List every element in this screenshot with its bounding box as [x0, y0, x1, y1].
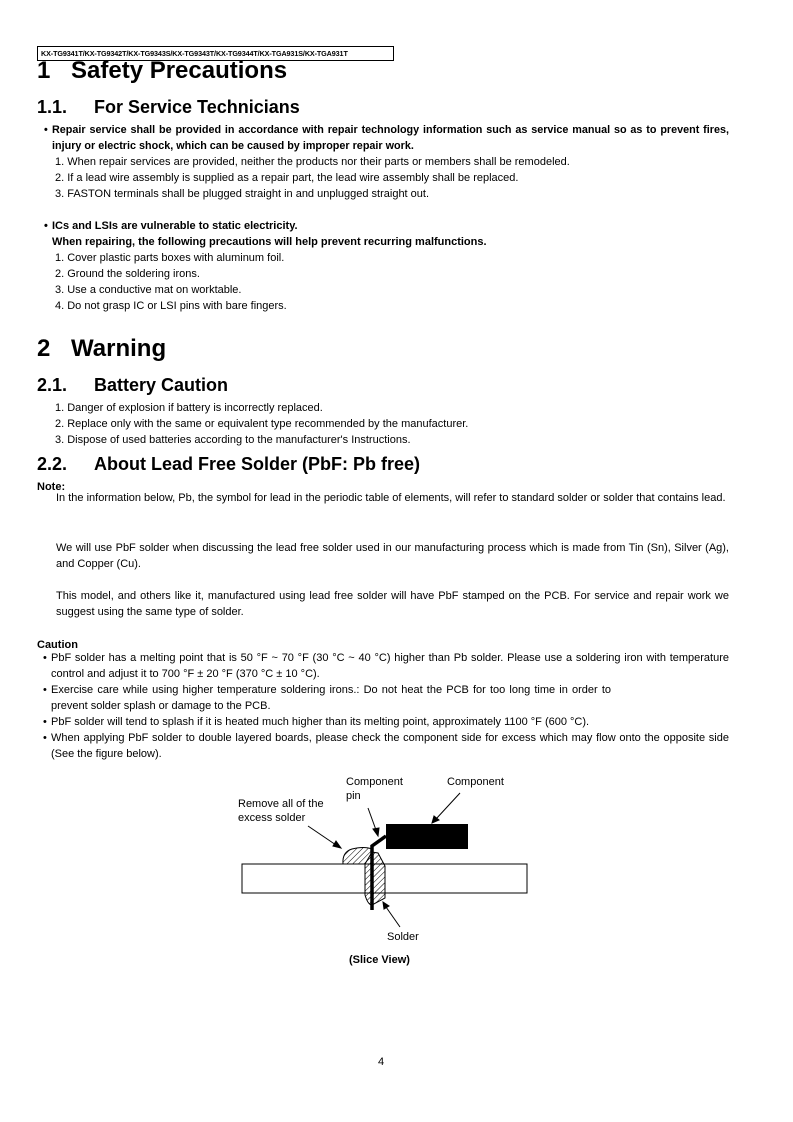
section-number: 2 — [37, 335, 51, 362]
list-item: 3. FASTON terminals shall be plugged straight in and unplugged straight out. — [55, 188, 430, 200]
note-paragraph: This model, and others like it, manufactured using lead free solder will have PbF stamped on the PCB. For service and repair work we suggest using the same type of solder. — [56, 590, 729, 618]
section-title: For Service Technicians — [94, 97, 300, 117]
section-title: About Lead Free Solder (PbF: Pb free) — [94, 454, 421, 474]
caution-text: Exercise care while using higher temperature soldering irons.: Do not heat the PCB for too long time in order to prevent solder splash or damage to the PCB. — [51, 684, 611, 712]
model-header: KX-TG9341T/KX-TG9342T/KX-TG9343S/KX-TG9343T/KX-TG9344T/KX-TGA931S/KX-TGA931T — [37, 46, 394, 61]
label-remove-excess-2: excess solder — [238, 812, 306, 824]
label-component-pin: Component — [346, 776, 403, 788]
bullet-text: Repair service shall be provided in accordance with repair technology information such as service manual so as to prevent fires, injury or electric shock, which can be caused by improper repair work. — [52, 124, 729, 152]
note-label: Note: — [37, 481, 66, 493]
caution-label: Caution — [37, 639, 78, 651]
bullet-glyph: • — [43, 732, 47, 744]
callout-arrows — [308, 793, 460, 927]
caution-text: PbF solder has a melting point that is 50 °F ~ 70 °F (30 °C ~ 40 °C) higher than Pb solder. Please use a soldering iron with temperature control and adjust it to 700 °F ± 20 °F (370 °C ± 10 °C). — [51, 652, 729, 680]
component-body — [386, 824, 468, 849]
caution-text: PbF solder will tend to splash if it is heated much higher than its melting point, approximately 1100 °F (600 °C). — [51, 716, 590, 728]
excess-solder-blob — [343, 848, 372, 865]
bullet-glyph: • — [43, 716, 47, 728]
list-item: 4. Do not grasp IC or LSI pins with bare fingers. — [55, 300, 287, 312]
label-component-pin-2: pin — [346, 790, 361, 802]
figure-caption: (Slice View) — [349, 954, 410, 966]
section-number: 1 — [37, 57, 51, 84]
list-item: 3. Dispose of used batteries according to the manufacturer's Instructions. — [55, 434, 411, 446]
bullet-glyph: • — [44, 220, 48, 232]
section-title: Safety Precautions — [71, 57, 288, 84]
section-title: Warning — [71, 335, 167, 362]
bullet-glyph: • — [43, 684, 47, 696]
list-item: 2. Ground the soldering irons. — [55, 268, 200, 280]
section-number: 2.1. — [37, 375, 68, 395]
list-item: 1. When repair services are provided, neither the products nor their parts or members shall be remodeled. — [55, 156, 570, 168]
label-remove-excess: Remove all of the — [238, 798, 324, 810]
page-number: 4 — [378, 1056, 385, 1068]
bullet-glyph: • — [44, 124, 48, 136]
list-item: 1. Danger of explosion if battery is incorrectly replaced. — [55, 402, 323, 414]
list-item: 1. Cover plastic parts boxes with aluminum foil. — [55, 252, 285, 264]
note-paragraph: We will use PbF solder when discussing the lead free solder used in our manufacturing process which is made from Tin (Sn), Silver (Ag), and Copper (Cu). — [56, 542, 729, 570]
list-item: 2. Replace only with the same or equivalent type recommended by the manufacturer. — [55, 418, 469, 430]
label-solder: Solder — [387, 931, 419, 943]
bullet-text: ICs and LSIs are vulnerable to static electricity. — [52, 220, 298, 232]
section-number: 1.1. — [37, 97, 68, 117]
section-title: Battery Caution — [94, 375, 229, 395]
caution-text: When applying PbF solder to double layered boards, please check the component side for excess which may flow onto the opposite side (See the figure below). — [51, 732, 729, 760]
list-item: 3. Use a conductive mat on worktable. — [55, 284, 242, 296]
bullet-glyph: • — [43, 652, 47, 664]
note-paragraph: In the information below, Pb, the symbol for lead in the periodic table of elements, will refer to standard solder or solder that contains lead. — [56, 492, 726, 504]
bullet-text-2: When repairing, the following precautions will help prevent recurring malfunctions. — [52, 236, 487, 248]
list-item: 2. If a lead wire assembly is supplied as a repair part, the lead wire assembly shall be replaced. — [55, 172, 519, 184]
section-number: 2.2. — [37, 454, 68, 474]
label-component: Component — [447, 776, 504, 788]
